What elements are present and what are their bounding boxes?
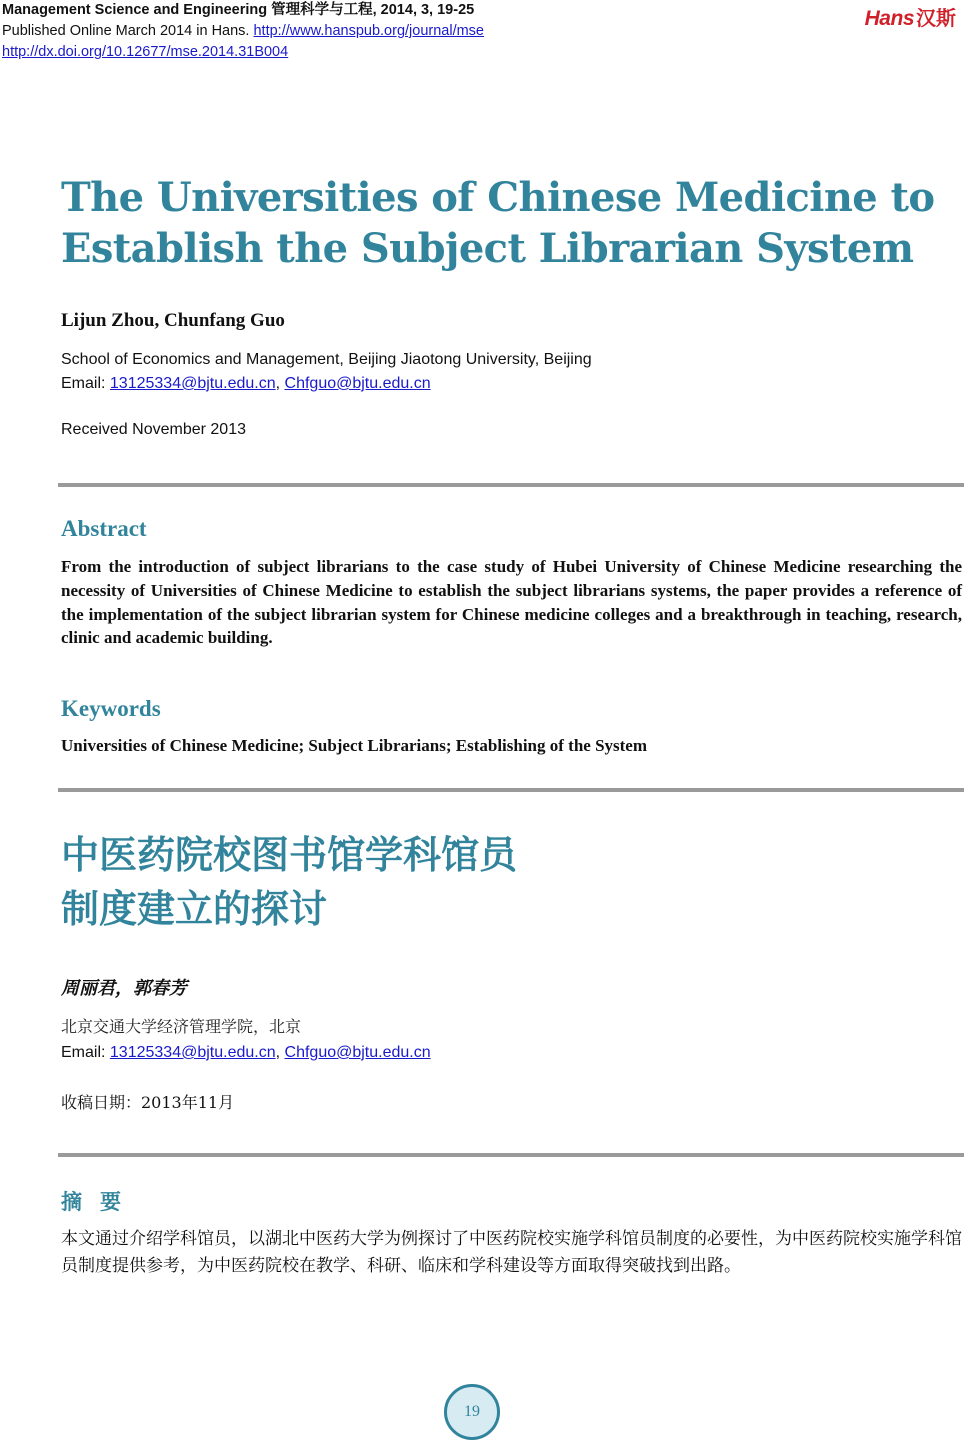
authors-cn: 周丽君，郭春芳: [61, 978, 187, 999]
affiliation-cn-block: [61, 1014, 431, 1066]
title-cn-line-1: 中医药院校图书馆学科馆员: [61, 833, 518, 877]
email-link-cn-1[interactable]: 13125334@bjtu.edu.cn: [109, 1044, 276, 1061]
doi-link[interactable]: http://dx.doi.org/10.12677/mse.2014.31B004: [2, 44, 289, 60]
published-prefix: Published Online March 2014 in Hans.: [2, 23, 250, 39]
email-label-cn: Email:: [61, 1044, 110, 1061]
abstract-cn-heading: 摘要: [61, 1190, 139, 1214]
received-date-en: Received November 2013: [61, 421, 246, 438]
email-line-cn: [61, 1040, 431, 1066]
journal-name-en: Management Science and Engineering: [2, 2, 268, 18]
logo-word: Hans: [864, 7, 914, 30]
title-en: The Universities of Chinese Medicine to Establish the Subject Librarian System: [61, 174, 935, 272]
keywords-heading: Keywords: [61, 696, 161, 721]
journal-link[interactable]: http://www.hanspub.org/journal/mse: [253, 23, 484, 39]
published-line: [2, 21, 484, 42]
authors-en: Lijun Zhou, Chunfang Guo: [61, 310, 285, 331]
journal-citation: [2, 0, 484, 21]
title-cn-line-2: 制度建立的探讨: [61, 887, 328, 931]
abstract-cn-text: 本文通过介绍学科馆员，以湖北中医药大学为例探讨了中医药院校实施学科馆员制度的必要性，为中医药院校实施学科馆员制度提供参考，为中医药院校在教学、科研、临床和学科建设等方面取得突破找到出路。: [61, 1229, 962, 1276]
received-date-cn: 收稿日期：2013年11月: [61, 1093, 235, 1112]
divider: [58, 483, 964, 487]
email-line-en: [61, 372, 592, 396]
abstract-text: From the introduction of subject librarians to the case study of Hubei University of Chinese Medicine researching the necessity of Universities of Chinese Medicine to establish the subject librarians systems, the paper provides a reference of the implementation of the subject librarian system for Chinese medicine colleges and a breakthrough in teaching, research, clinic and academic building.: [61, 557, 962, 648]
email-link-1[interactable]: 13125334@bjtu.edu.cn: [109, 375, 276, 392]
citation: , 2014, 3, 19-25: [372, 2, 475, 18]
publisher-logo: [865, 2, 956, 31]
divider: [58, 1153, 964, 1157]
page-number: 19: [444, 1384, 500, 1440]
affiliation-en: School of Economics and Management, Beijing Jiaotong University, Beijing: [61, 351, 592, 368]
affiliation-cn: 北京交通大学经济管理学院，北京: [61, 1017, 302, 1036]
logo-cn: 汉斯: [916, 6, 956, 30]
keywords-text: Universities of Chinese Medicine; Subject Librarians; Establishing of the System: [61, 736, 648, 755]
journal-name-cn: 管理科学与工程: [271, 2, 373, 18]
title-cn: [61, 828, 517, 936]
divider: [58, 788, 964, 792]
email-link-cn-2[interactable]: Chfguo@bjtu.edu.cn: [284, 1044, 431, 1061]
running-head: [2, 0, 484, 63]
doi-line: [2, 42, 484, 63]
email-label: Email:: [61, 375, 110, 392]
email-separator-cn: ,: [275, 1044, 285, 1061]
email-link-2[interactable]: Chfguo@bjtu.edu.cn: [284, 375, 431, 392]
email-separator: ,: [275, 375, 285, 392]
affiliation-en-block: [61, 348, 592, 396]
abstract-heading: Abstract: [61, 516, 147, 541]
